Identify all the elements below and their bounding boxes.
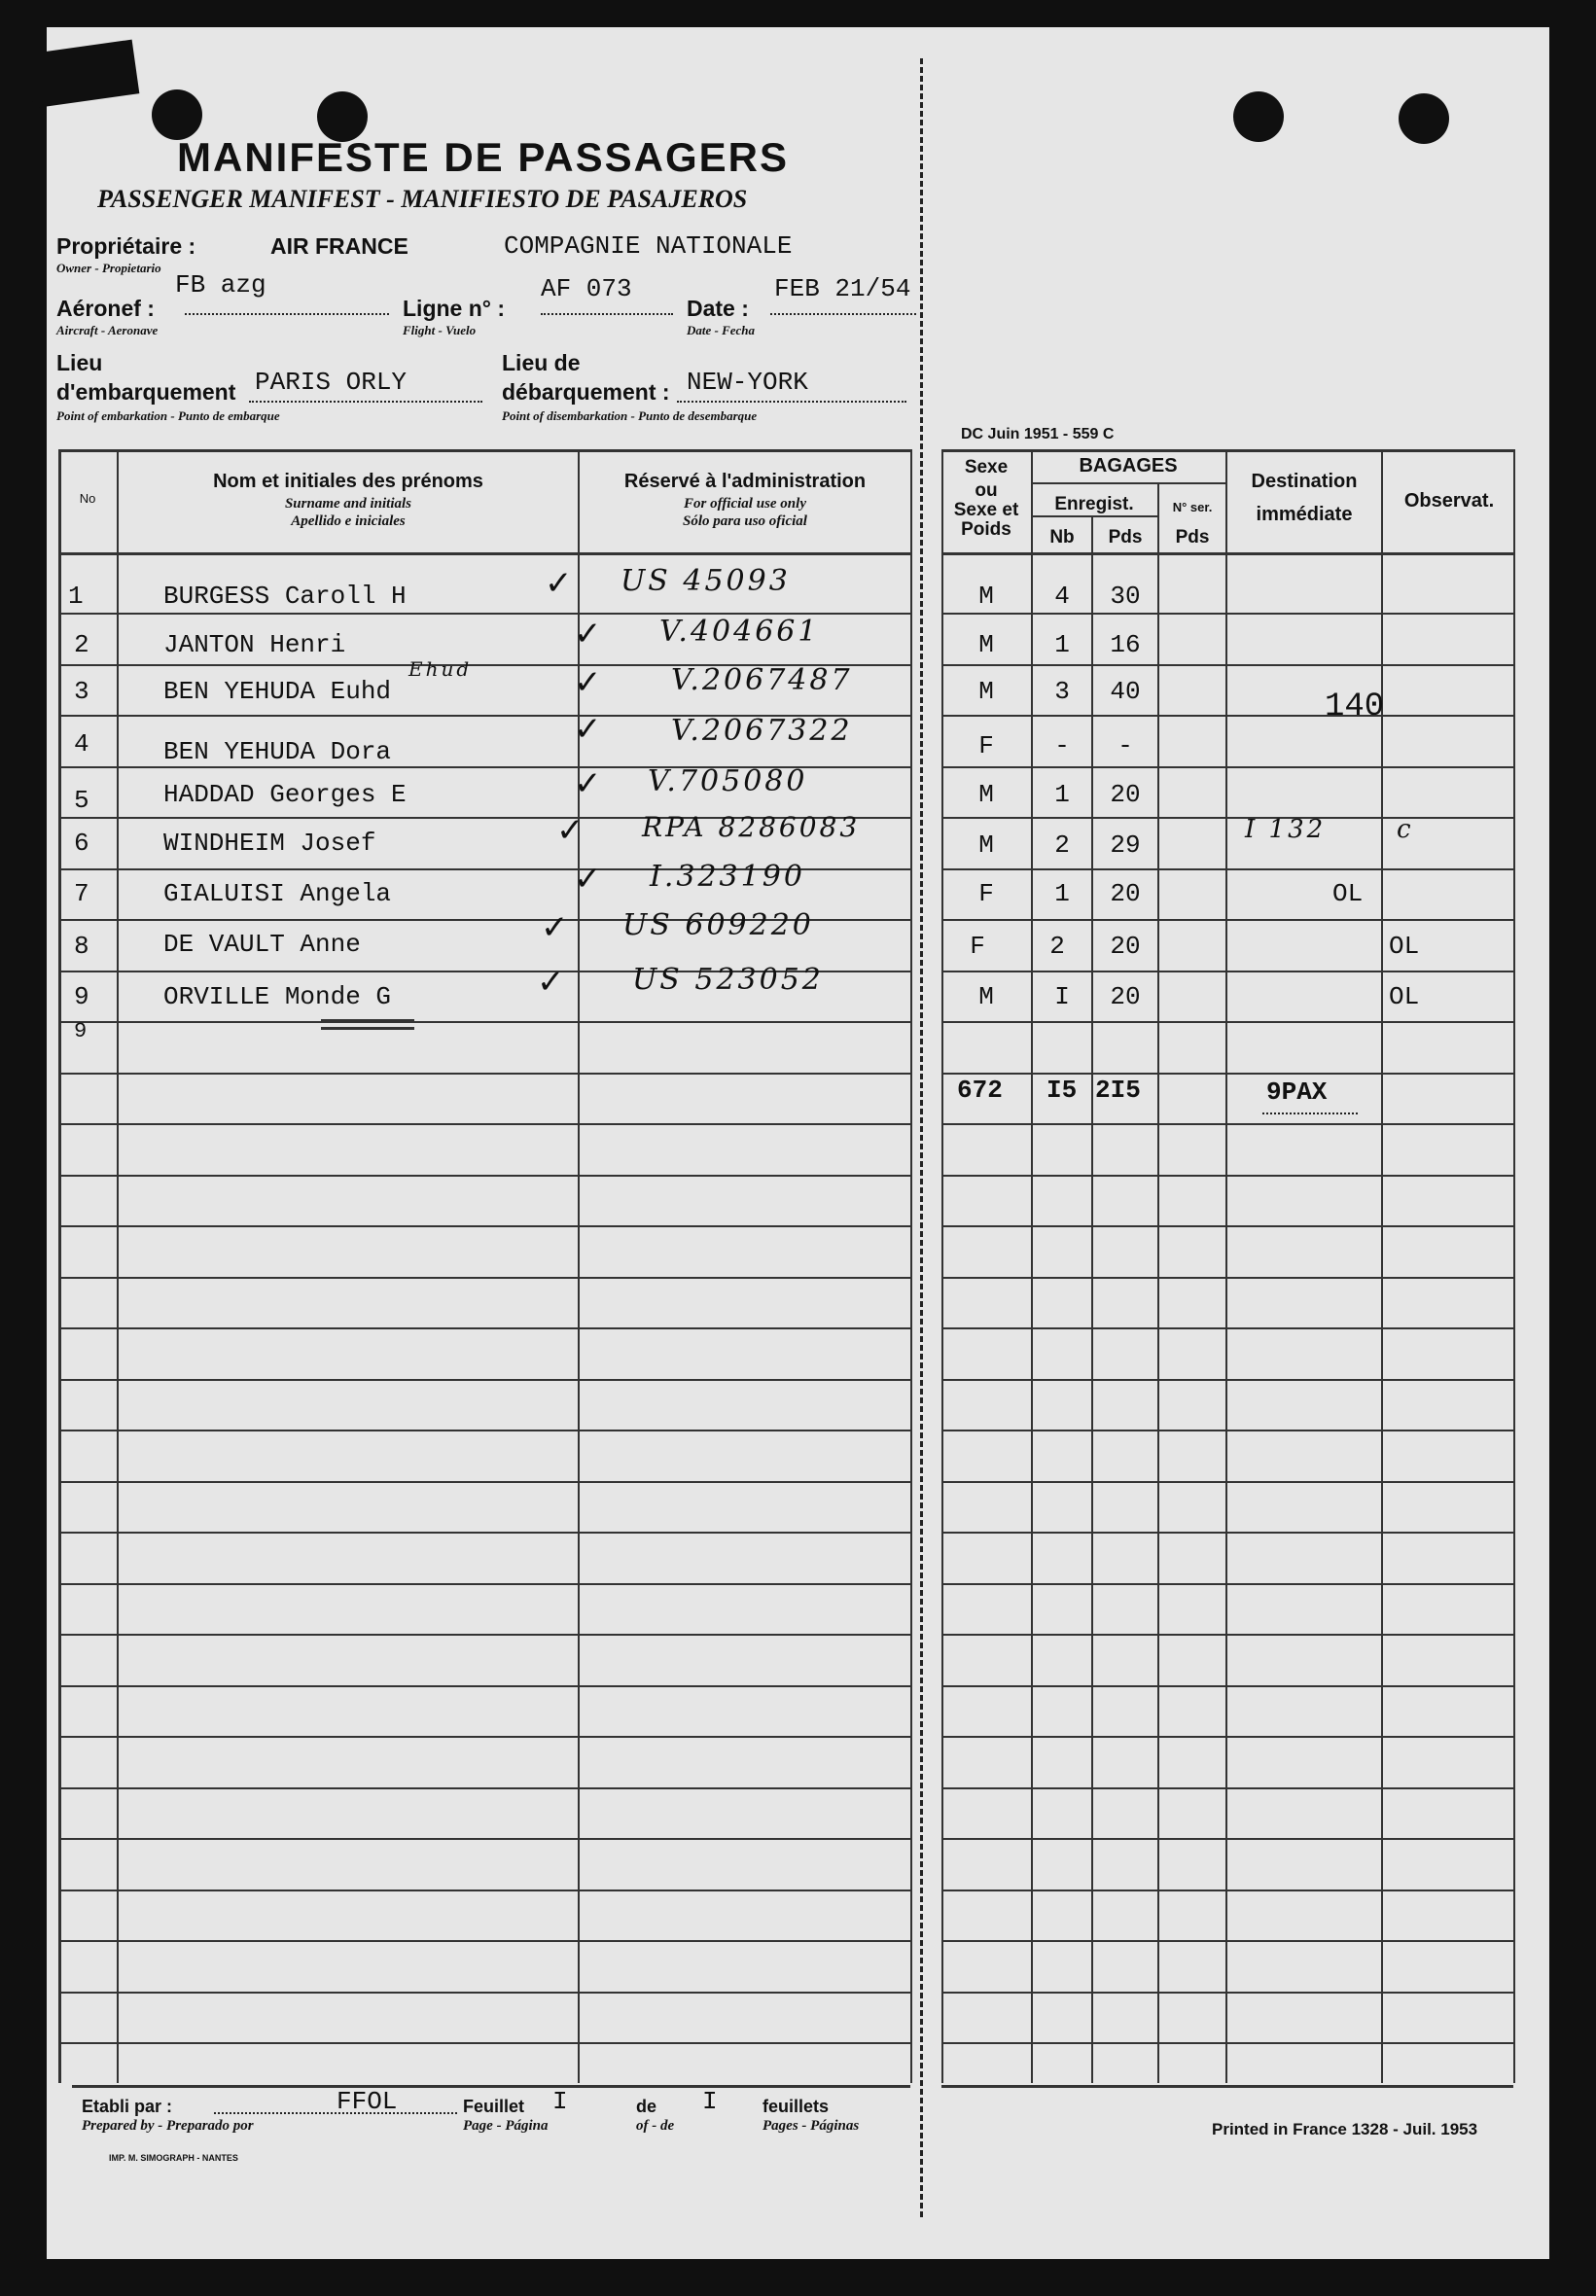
row-line-right: [941, 1175, 1513, 1177]
baggage-count: 1: [1054, 879, 1070, 908]
manifest-sheet: [47, 27, 1549, 2259]
row-line-right: [941, 1225, 1513, 1227]
col-header-registered: Enregist.: [1054, 494, 1134, 514]
aircraft-value: FB azg: [175, 270, 266, 300]
passenger-sex: M: [978, 780, 994, 809]
row-line-right: [941, 1583, 1513, 1585]
passenger-name: HADDAD Georges E: [163, 780, 407, 809]
baggage-count: 2: [1049, 932, 1065, 961]
row-line-right: [941, 1890, 1513, 1891]
row-line-right: [941, 1379, 1513, 1381]
observation: OL: [1389, 982, 1420, 1011]
check-mark: ✓: [574, 663, 602, 702]
col-header-sex-4: Poids: [961, 519, 1011, 540]
passenger-name: DE VAULT Anne: [163, 930, 361, 959]
row-line-right: [941, 1123, 1513, 1125]
printed-in-france: Printed in France 1328 - Juil. 1953: [1212, 2120, 1478, 2138]
footer-rule-left: [72, 2085, 910, 2088]
flight-sublabel: Flight - Vuelo: [403, 323, 477, 337]
passenger-name: GIALUISI Angela: [163, 879, 392, 908]
of-label: de: [636, 2097, 657, 2116]
col-header-pds-2: Pds: [1175, 527, 1210, 548]
col-header-nb: Nb: [1049, 527, 1075, 548]
col-header-name-sub1: Surname and initials: [284, 496, 412, 512]
row-line-left: [58, 1123, 910, 1125]
row-number: 2: [74, 630, 89, 659]
row-number: 4: [74, 729, 89, 759]
row-line-right: [941, 1685, 1513, 1687]
passenger-name: BEN YEHUDA Dora: [163, 737, 392, 766]
grid-h-baggage: [1031, 482, 1225, 484]
col-header-name-sub2: Apellido e iniciales: [291, 513, 406, 529]
disembarkation-label-1: Lieu de: [502, 350, 581, 375]
check-mark: ✓: [537, 963, 565, 1002]
sheet-sublabel: Page - Página: [463, 2118, 549, 2134]
row-line-right: [941, 817, 1513, 819]
aircraft-label: Aéronef :: [56, 296, 155, 321]
embarkation-label-2: d'embarquement: [56, 379, 236, 405]
footer-rule-right: [941, 2085, 1513, 2088]
printer-credit: IMP. M. SIMOGRAPH - NANTES: [109, 2153, 238, 2163]
row-line-right: [941, 1838, 1513, 1840]
col-header-pds: Pds: [1108, 527, 1143, 548]
row-line-right: [941, 1430, 1513, 1431]
passenger-sex: M: [978, 830, 994, 860]
passenger-sex: F: [970, 932, 985, 961]
passport-number: V.2067487: [671, 663, 853, 697]
disembarkation-sublabel: Point of disembarkation - Punto de desembarque: [502, 408, 758, 423]
prepared-by-line: [214, 2112, 457, 2114]
of-value: I: [702, 2087, 718, 2116]
passenger-name: WINDHEIM Josef: [163, 829, 376, 858]
check-mark: ✓: [545, 564, 573, 603]
baggage-count: 2: [1054, 830, 1070, 860]
baggage-weight: 16: [1110, 630, 1141, 659]
baggage-count: 4: [1054, 582, 1070, 611]
col-header-no-ser: N° ser.: [1172, 500, 1213, 514]
row-number: 8: [74, 932, 89, 961]
passport-number: RPA 8286083: [642, 811, 861, 843]
aircraft-sublabel: Aircraft - Aeronave: [56, 323, 159, 337]
row-line-left: [58, 1379, 910, 1381]
row-line-right: [941, 664, 1513, 666]
total-weight: 672: [957, 1076, 1003, 1105]
grid-v-right: [1513, 449, 1515, 2083]
row-line-left: [58, 1532, 910, 1534]
col-header-admin-sub1: For official use only: [684, 496, 806, 512]
embarkation-value: PARIS ORLY: [255, 368, 408, 397]
baggage-weight: 20: [1110, 932, 1141, 961]
passenger-sex: F: [978, 731, 994, 760]
baggage-weight: -: [1117, 731, 1133, 760]
form-code: DC Juin 1951 - 559 C: [961, 426, 1115, 442]
row-line-left: [58, 1225, 910, 1227]
passport-number: US 523052: [632, 963, 824, 997]
check-mark: ✓: [574, 860, 602, 899]
col-header-sex-3: Sexe et: [953, 500, 1019, 520]
check-mark: ✓: [556, 811, 585, 850]
embarkation-sublabel: Point of embarkation - Punto de embarque: [56, 408, 280, 423]
date-line: [770, 313, 916, 315]
sheet-value: I: [552, 2087, 568, 2116]
passenger-name: ORVILLE Monde G: [163, 982, 392, 1011]
disembarkation-label-2: débarquement :: [502, 379, 670, 405]
passport-number: V.705080: [648, 764, 808, 798]
manifest-title: MANIFESTE DE PASSAGERS: [177, 134, 789, 180]
row-line-left: [58, 1890, 910, 1891]
row-number: 6: [74, 829, 89, 858]
row-line-left: [58, 1430, 910, 1431]
grid-v-admin: [910, 449, 912, 2083]
flight-line: [541, 313, 673, 315]
col-header-admin: Réservé à l'administration: [623, 471, 867, 492]
col-header-sex-2: ou: [975, 480, 998, 501]
passenger-name: BEN YEHUDA Euhd: [163, 677, 392, 706]
passport-number: US 609220: [622, 908, 814, 942]
owner-sublabel: Owner - Propietario: [56, 261, 161, 275]
row-line-right: [941, 613, 1513, 615]
row-number: 3: [74, 677, 89, 706]
name-underline-2: [321, 1027, 414, 1030]
sheets-sublabel: Pages - Páginas: [763, 2118, 860, 2134]
destination-code: OL: [1332, 879, 1364, 908]
row-line-left: [58, 1073, 910, 1075]
destination-code: I 132: [1245, 815, 1327, 844]
disembarkation-value: NEW-YORK: [687, 368, 808, 397]
row-line-left: [58, 1992, 910, 1994]
row-line-right: [941, 868, 1513, 870]
passport-number: V.404661: [659, 615, 820, 649]
passenger-sex: M: [978, 982, 994, 1011]
col-header-destination-2: immédiate: [1256, 504, 1353, 525]
punch-hole-right-2: [1399, 93, 1449, 144]
prepared-by-sublabel: Prepared by - Preparado por: [82, 2118, 254, 2134]
row-line-right: [941, 1940, 1513, 1942]
row-line-right: [941, 1634, 1513, 1636]
row-number: 1: [68, 582, 84, 611]
observation: c: [1397, 815, 1414, 844]
baggage-weight: 20: [1110, 780, 1141, 809]
handwritten-correction: Ehud: [408, 657, 473, 681]
col-header-observ: Observat.: [1403, 490, 1495, 512]
check-mark: ✓: [541, 908, 569, 947]
passenger-name: JANTON Henri: [163, 630, 346, 659]
passenger-sex: M: [978, 630, 994, 659]
grid-h-registered: [1031, 515, 1157, 517]
row-line-right: [941, 1021, 1513, 1023]
baggage-count: 1: [1054, 630, 1070, 659]
passenger-sex: M: [978, 582, 994, 611]
row-line-left: [58, 1175, 910, 1177]
grid-h-top-right: [941, 449, 1513, 452]
col-header-no: No: [79, 491, 96, 506]
aircraft-line: [185, 313, 389, 315]
punch-hole-left-1: [152, 89, 202, 140]
row-line-right: [941, 2042, 1513, 2044]
check-mark: ✓: [574, 764, 602, 803]
grid-v-pds: [1157, 482, 1159, 2083]
grid-h-header-bottom-left: [58, 552, 910, 555]
passenger-name: BURGESS Caroll H: [163, 582, 407, 611]
row-number: 5: [74, 786, 89, 815]
row-line-left: [58, 1940, 910, 1942]
embarkation-label-1: Lieu: [56, 350, 103, 375]
punch-hole-right-1: [1233, 91, 1284, 142]
baggage-weight: 20: [1110, 879, 1141, 908]
row-line-left: [58, 1583, 910, 1585]
row-line-right: [941, 1481, 1513, 1483]
row-line-left: [58, 1021, 910, 1023]
owner-value: AIR FRANCE: [270, 233, 408, 259]
sheets-label: feuillets: [763, 2097, 830, 2116]
grid-h-header-bottom-right: [941, 552, 1513, 555]
check-mark: ✓: [574, 710, 602, 749]
row-line-right: [941, 1787, 1513, 1789]
total-baggage-count: I5: [1046, 1076, 1078, 1105]
owner-label: Propriétaire :: [56, 233, 196, 259]
date-sublabel: Date - Fecha: [687, 323, 756, 337]
row-line-left: [58, 1634, 910, 1636]
total-passengers: 9PAX: [1266, 1077, 1328, 1107]
passport-number: US 45093: [621, 564, 791, 598]
row-line-right: [941, 1992, 1513, 1994]
row-line-left: [58, 1327, 910, 1329]
row-number: 9: [74, 1019, 88, 1043]
row-line-right: [941, 1532, 1513, 1534]
col-header-name: Nom et initiales des prénoms: [213, 471, 483, 492]
row-line-right: [941, 1736, 1513, 1738]
row-line-left: [58, 1838, 910, 1840]
name-underline: [321, 1019, 414, 1022]
grid-h-top-left: [58, 449, 910, 452]
embarkation-line: [249, 401, 482, 403]
baggage-weight: 40: [1110, 677, 1141, 706]
row-line-right: [941, 1327, 1513, 1329]
baggage-count: I: [1054, 982, 1070, 1011]
row-line-left: [58, 1277, 910, 1279]
col-header-sex-1: Sexe: [964, 457, 1009, 477]
row-line-left: [58, 2042, 910, 2044]
passport-number: I.323190: [650, 860, 805, 894]
flight-label: Ligne n° :: [403, 296, 506, 321]
date-label: Date :: [687, 296, 749, 321]
baggage-weight: 30: [1110, 582, 1141, 611]
col-header-admin-sub2: Sólo para uso oficial: [683, 513, 807, 529]
total-underline: [1262, 1113, 1358, 1114]
baggage-count: -: [1054, 731, 1070, 760]
row-line-right: [941, 971, 1513, 972]
manifest-subtitle: PASSENGER MANIFEST - MANIFIESTO DE PASAJEROS: [97, 185, 748, 213]
col-header-baggage: BAGAGES: [1079, 455, 1178, 477]
col-header-destination-1: Destination: [1251, 471, 1358, 492]
row-line-left: [58, 1736, 910, 1738]
row-line-right: [941, 715, 1513, 717]
row-line-left: [58, 1787, 910, 1789]
prepared-by-label: Etabli par :: [82, 2097, 173, 2116]
row-line-left: [58, 1685, 910, 1687]
flight-value: AF 073: [541, 274, 632, 303]
observation: OL: [1389, 932, 1420, 961]
passenger-sex: M: [978, 677, 994, 706]
owner-value-2: COMPAGNIE NATIONALE: [504, 231, 793, 261]
row-line-right: [941, 1277, 1513, 1279]
row-line-right: [941, 1073, 1513, 1075]
baggage-count: 3: [1054, 677, 1070, 706]
of-sublabel: of - de: [636, 2118, 675, 2134]
row-number: 9: [74, 982, 89, 1011]
row-line-right: [941, 766, 1513, 768]
disembarkation-line: [677, 401, 906, 403]
row-line-right: [941, 919, 1513, 921]
row-number: 7: [74, 879, 89, 908]
date-value: FEB 21/54: [774, 274, 911, 303]
fold-line: [920, 58, 923, 2217]
total-baggage-weight: 2I5: [1095, 1076, 1141, 1105]
baggage-count: 1: [1054, 780, 1070, 809]
baggage-weight: 20: [1110, 982, 1141, 1011]
passenger-sex: F: [978, 879, 994, 908]
row-line-left: [58, 1481, 910, 1483]
stamp-number: 140: [1325, 689, 1385, 725]
passport-number: V.2067322: [671, 714, 853, 748]
prepared-by-value: FFOL: [337, 2087, 398, 2116]
sheet-label: Feuillet: [463, 2097, 525, 2116]
check-mark: ✓: [574, 615, 602, 653]
baggage-weight: 29: [1110, 830, 1141, 860]
